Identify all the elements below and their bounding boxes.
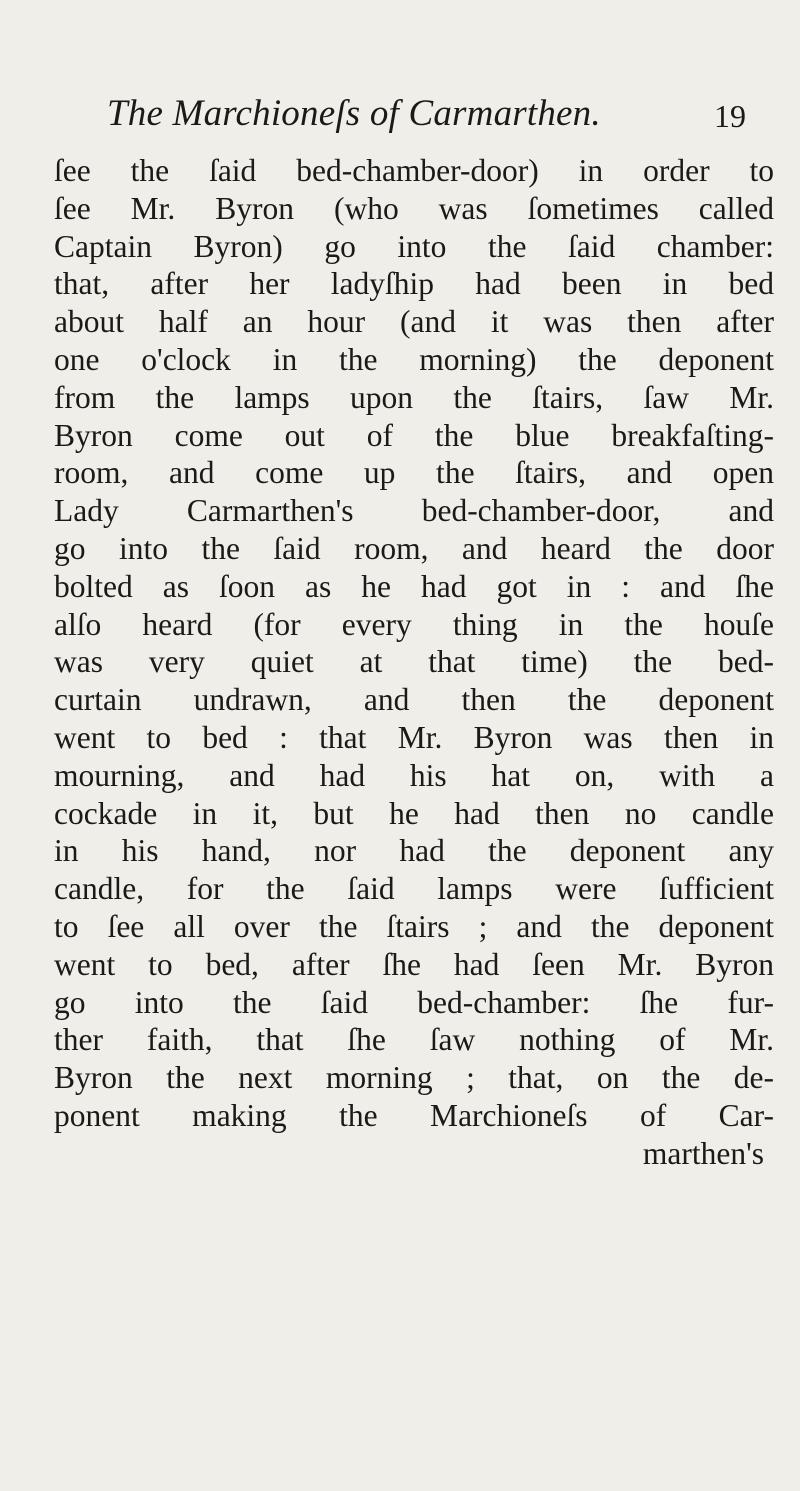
text-line: went to bed : that Mr. Byron was then in bbox=[54, 719, 774, 755]
page-header bbox=[52, 92, 774, 140]
text-line: to ſee all over the ſtairs ; and the deponent bbox=[54, 908, 774, 944]
text-line: ſee Mr. Byron (who was ſometimes called bbox=[54, 190, 774, 226]
text-line: went to bed, after ſhe had ſeen Mr. Byron bbox=[54, 946, 774, 982]
text-line: from the lamps upon the ſtairs, ſaw Mr. bbox=[54, 379, 774, 415]
body-text bbox=[54, 152, 774, 1173]
text-line: bolted as ſoon as he had got in : and ſhe bbox=[54, 568, 774, 604]
text-line: candle, for the ſaid lamps were ſufficient bbox=[54, 871, 774, 907]
catchword: marthen's bbox=[642, 1135, 764, 1171]
text-line: ponent making the Marchioneſs of Car- bbox=[54, 1097, 774, 1133]
text-line: Byron the next morning ; that, on the de- bbox=[54, 1060, 774, 1096]
page-number: 19 bbox=[714, 98, 746, 134]
text-line: go into the ſaid bed-chamber: ſhe fur- bbox=[54, 984, 774, 1020]
running-title: The Marchioneſs of Carmarthen. bbox=[107, 93, 601, 134]
text-line: about half an hour (and it was then after bbox=[54, 304, 774, 340]
text-line: alſo heard (for every thing in the houſe bbox=[54, 606, 774, 642]
text-line: ſee the ſaid bed-chamber-door) in order to bbox=[54, 153, 774, 188]
text-line: in his hand, nor had the deponent any bbox=[54, 833, 774, 869]
text-line: go into the ſaid room, and heard the door bbox=[54, 530, 774, 566]
text-line: curtain undrawn, and then the deponent bbox=[54, 682, 774, 718]
text-line: Byron come out of the blue breakfaſting- bbox=[54, 417, 774, 453]
text-line: one o'clock in the morning) the deponent bbox=[54, 341, 774, 377]
text-line: ther faith, that ſhe ſaw nothing of Mr. bbox=[54, 1022, 774, 1058]
text-line: mourning, and had his hat on, with a bbox=[54, 757, 774, 793]
text-line: Lady Carmarthen's bed-chamber-door, and bbox=[54, 493, 774, 529]
text-line: Captain Byron) go into the ſaid chamber: bbox=[54, 228, 774, 264]
text-line: cockade in it, but he had then no candle bbox=[54, 795, 774, 831]
text-line: room, and come up the ſtairs, and open bbox=[54, 455, 774, 491]
text-line: that, after her ladyſhip had been in bed bbox=[54, 266, 774, 302]
text-line: was very quiet at that time) the bed- bbox=[54, 644, 774, 680]
